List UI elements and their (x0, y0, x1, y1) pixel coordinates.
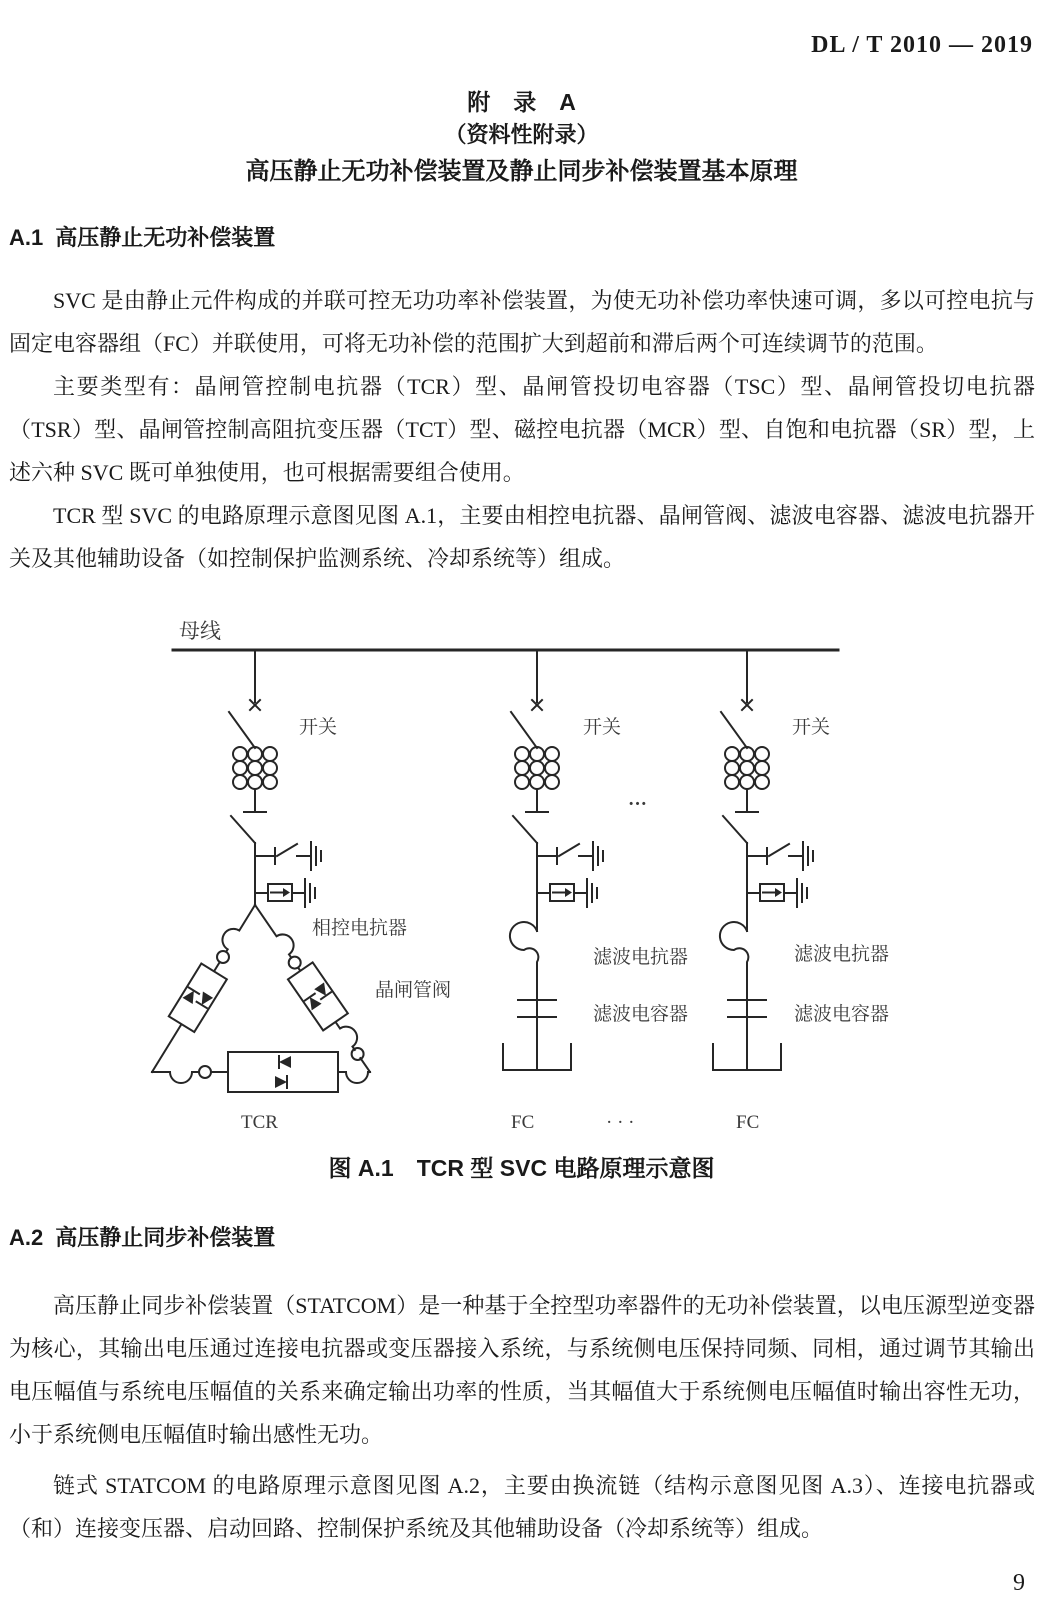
section-title: 高压静止同步补偿装置 (55, 1225, 276, 1250)
paragraph-svc-types: 主要类型有：晶闸管控制电抗器（TCR）型、晶闸管投切电容器（TSC）型、晶闸管投切电抗器（TSR）型、晶闸管控制高阻抗变压器（TCT）型、磁控电抗器（MCR）型、自饱和电抗器（SR）型，上述六种 SVC 既可单独使用，也可根据需要组合使用。 (9, 374, 1035, 485)
thyristor-valve-label: 晶闸管阀 (375, 980, 452, 1001)
branch-fc-1 (503, 650, 603, 1070)
switch-label-1: 开关 (299, 717, 338, 738)
filter-reactor-label-1: 滤波电抗器 (593, 947, 689, 968)
thyristor-valve-bottom (228, 1052, 338, 1092)
appendix-note: （资料性附录） (444, 122, 599, 147)
switch-label-2: 开关 (583, 717, 622, 738)
section-number: A.1 (9, 225, 44, 250)
section-heading-a1 (9, 221, 275, 252)
thyristor-valve-left (169, 964, 227, 1033)
section-heading-a2 (9, 1221, 275, 1252)
section-title: 高压静止无功补偿装置 (55, 225, 276, 250)
filter-reactor-label-2: 滤波电抗器 (794, 944, 890, 965)
thyristor-valve-right (288, 962, 348, 1030)
appendix-title: 高压静止无功补偿装置及静止同步补偿装置基本原理 (245, 158, 798, 185)
busbar-label: 母线 (179, 619, 221, 643)
ellipsis-mid: ··· (628, 794, 648, 815)
appendix-label: 附 录 A (467, 89, 576, 115)
standard-number-header: DL / T 2010 — 2019 (811, 32, 1033, 58)
section-a1-body (9, 279, 1035, 580)
section-a2-body (9, 1284, 1035, 1550)
phase-controlled-reactor-label: 相控电抗器 (312, 918, 408, 939)
fc-label-1: FC (511, 1112, 535, 1133)
figure-caption: 图 A.1 TCR 型 SVC 电路原理示意图 (328, 1155, 715, 1181)
paragraph-chain-statcom: 链式 STATCOM 的电路原理示意图见图 A.2，主要由换流链（结构示意图见图 A.3）、连接电抗器或（和）连接变压器、启动回路、控制保护系统及其他辅助设备（冷却系统等）组成。 (9, 1473, 1035, 1541)
paragraph-statcom-definition: 高压静止同步补偿装置（STATCOM）是一种基于全控型功率器件的无功补偿装置，以电压源型逆变器为核心，其输出电压通过连接电抗器或变压器接入系统，与系统侧电压保持同频、同相，通过调节其输出电压幅值与系统电压幅值的关系来确定输出功率的性质，当其幅值大于系统侧电压幅值时输出容性无功，小于系统侧电压幅值时输出感性无功。 (9, 1293, 1035, 1447)
paragraph-tcr-svc-intro: TCR 型 SVC 的电路原理示意图见图 A.1，主要由相控电抗器、晶闸管阀、滤波电容器、滤波电抗器开关及其他辅助设备（如控制保护监测系统、冷却系统等）组成。 (9, 503, 1035, 571)
branch-tcr (152, 650, 370, 1092)
page-number: 9 (1013, 1570, 1025, 1596)
filter-capacitor-label-2: 滤波电容器 (794, 1004, 890, 1025)
switch-label-3: 开关 (792, 717, 831, 738)
section-number: A.2 (9, 1225, 44, 1250)
svc-circuit-diagram (0, 588, 1043, 1148)
filter-capacitor-label-1: 滤波电容器 (593, 1004, 689, 1025)
ellipsis-bottom: · · · (606, 1112, 635, 1133)
fc-label-2: FC (736, 1112, 760, 1133)
tcr-label: TCR (241, 1112, 278, 1133)
paragraph-svc-definition: SVC 是由静止元件构成的并联可控无功功率补偿装置，为使无功补偿功率快速可调，多以可控电抗与固定电容器组（FC）并联使用，可将无功补偿的范围扩大到超前和滞后两个可连续调节的范围。 (9, 288, 1035, 356)
